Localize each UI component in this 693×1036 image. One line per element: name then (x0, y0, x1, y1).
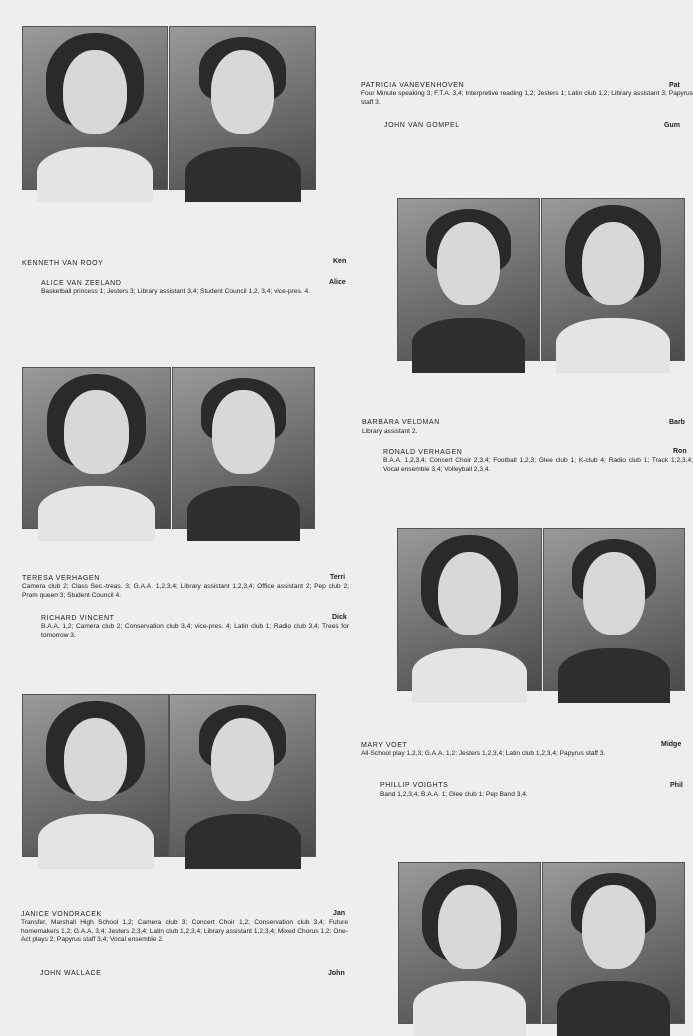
student-activities: Four Minute speaking 3; F.T.A. 3,4; Interpretive reading 1,2; Jesters 1; Latin club 1,2; Library assistant 3; Papyrus staff 3. (361, 90, 693, 106)
student-activities: B.A.A. 1,2,3,4; Concert Choir 2,3,4; Football 1,2,3; Glee club 1; K-club 4; Radio club 1; Track 1,2,3,4; Vocal ensemble 3,4; Volleyball 2,3,4. (383, 457, 693, 473)
student-activities: Basketball princess 1; Jesters 3; Library assistant 3,4; Student Council 1,2, 3,4; vice-pres. 4. (41, 288, 311, 295)
student-name: RICHARD VINCENT (41, 615, 115, 622)
portrait-photo-alice-van-zeeland (541, 198, 685, 361)
student-activities: All-School play 1,2,3; G.A.A. 1,2; Jesters 1,2,3,4; Latin club 1,2,3,4; Papyrus staff 3. (361, 750, 606, 757)
portrait-photo-john-wallace (542, 862, 685, 1024)
student-name: TERESA VERHAGEN (22, 575, 100, 582)
student-nickname: Pat (669, 82, 680, 89)
portrait-photo-john-van-gompel (169, 26, 316, 190)
student-name: KENNETH VAN ROOY (22, 260, 104, 267)
student-nickname: Barb (669, 419, 685, 426)
student-name: MARY VOET (361, 742, 408, 749)
student-nickname: Terri (330, 574, 346, 581)
portrait-photo-janice-vondracek (398, 862, 541, 1024)
student-nickname: Jan (333, 910, 346, 917)
student-activities: Transfer, Marshall High School 1,2; Camera club 3; Concert Choir 1,2; Conservation club 3,4; Future homemakers 1,2; G.A.A. 3,4; Jesters 2,3,4; Latin club 1,2,3,4; Library assistant 1,2,3,4; Mixed Chorus 1,2; One-Act plays 2; Papyrus staff 3,4; Vocal ensemble 2. (21, 919, 348, 944)
student-nickname: Ken (333, 258, 347, 265)
student-nickname: Midge (661, 741, 682, 748)
student-name: PHILLIP VOIGHTS (380, 782, 449, 789)
student-nickname: Dick (332, 614, 347, 621)
student-activities: Camera club 2; Class Sec.-treas. 3; G.A.A. 1,2,3,4; Library assistant 1,2,3,4; Office assistant 2; Pep club 2; Prom queen 3; Student Council 4. (22, 583, 349, 599)
student-name: BARBARA VELDMAN (362, 419, 440, 426)
student-nickname: Ron (673, 448, 687, 455)
student-nickname: Phil (670, 782, 683, 789)
portrait-photo-phillip-voights (169, 694, 316, 857)
student-nickname: John (328, 970, 345, 977)
portrait-photo-barbara-veldman (397, 528, 542, 691)
student-nickname: Gum (664, 122, 680, 129)
student-nickname: Alice (329, 279, 346, 286)
student-name: RONALD VERHAGEN (383, 449, 463, 456)
student-name: ALICE VAN ZEELAND (41, 280, 122, 287)
student-activities: B.A.A. 1,2; Camera club 2; Conservation club 3,4; vice-pres. 4; Latin club 1; Radio club 3,4; Trees for tomorrow 3. (41, 623, 349, 639)
student-name: JANICE VONDRACEK (21, 911, 102, 918)
portrait-photo-patricia-vanevenhoven (22, 26, 168, 190)
student-name: JOHN VAN GOMPEL (384, 122, 460, 129)
portrait-photo-kenneth-van-rooy (397, 198, 540, 361)
portrait-photo-mary-voet (22, 694, 169, 857)
student-activities: Library assistant 2. (362, 428, 418, 435)
portrait-photo-teresa-verhagen (22, 367, 171, 529)
student-name: PATRICIA VANEVENHOVEN (361, 82, 465, 89)
portrait-photo-richard-vincent (172, 367, 315, 529)
portrait-photo-ronald-verhagen (543, 528, 685, 691)
student-activities: Band 1,2,3,4; B.A.A. 1; Glee club 1; Pep Band 3,4. (380, 791, 528, 798)
student-name: JOHN WALLACE (40, 970, 102, 977)
